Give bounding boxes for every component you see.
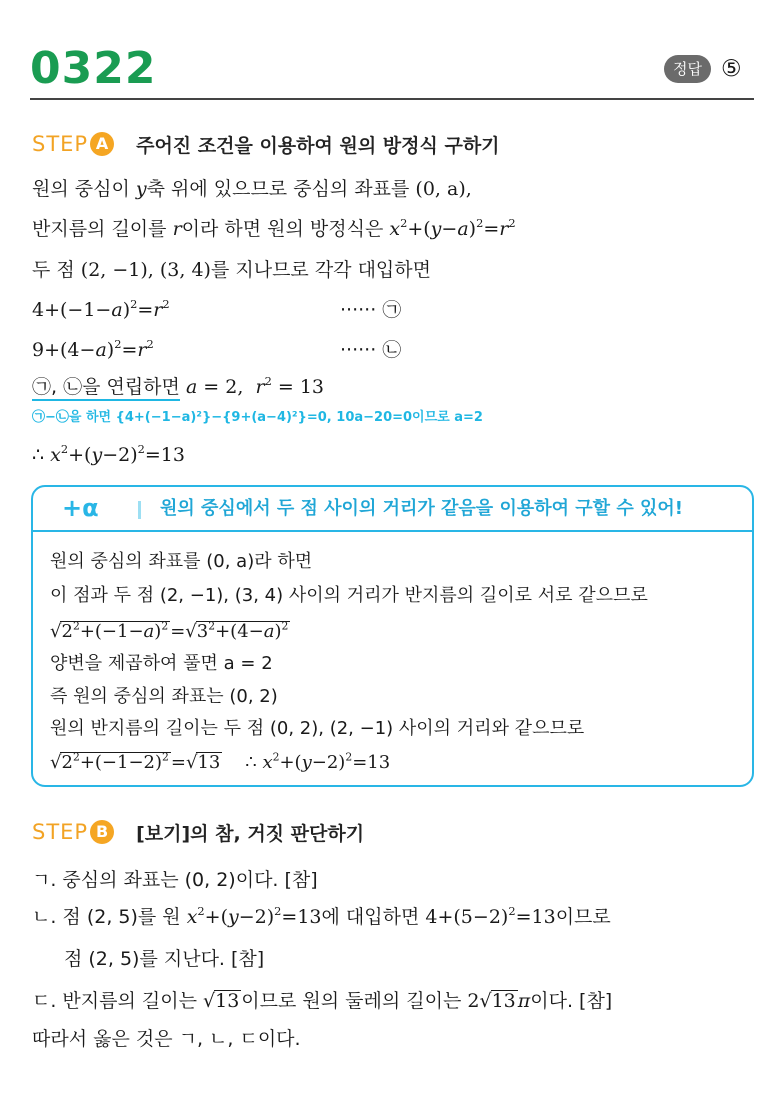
step-b-final: 따라서 옳은 것은 ㄱ, ㄴ, ㄷ이다.	[32, 1028, 301, 1050]
step-b-item1: ㄱ. 중심의 좌표는 (0, 2)이다. [참]	[32, 869, 318, 891]
step-b-item3: ㄷ. 반지름의 길이는 √13 이므로 원의 둘레의 길이는 2√13 π이다. [참]	[32, 990, 613, 1012]
step-a-heading	[32, 130, 500, 158]
step-a-line2: 반지름의 길이를 r이라 하면 원의 방정식은 $x^2+(y-a)^2=r^2$	[32, 216, 516, 240]
answer-value: ⑤	[720, 56, 742, 82]
alpha-line4: 양변을 제곱하여 풀면 a = 2	[50, 653, 273, 674]
step-b-item2: ㄴ. 점 (2, 5)를 원 $x^2+(y-2)^2=13$에 대입하면 $4+(5-2)^2=13$이므로	[32, 904, 611, 928]
equation-1-label: ······ ㉠	[340, 299, 402, 321]
circle-equation-general: $x^2+(y-a)^2=r^2$	[389, 216, 516, 240]
alpha-line5: 즉 원의 중심의 좌표는 (0, 2)	[50, 686, 278, 707]
step-a-conclusion: ∴ $x^2+(y-2)^2=13$	[32, 442, 185, 466]
solve-text: ㉠, ㉡을 연립하면	[32, 376, 180, 401]
step-b-word: STEP	[32, 820, 89, 844]
step-a-title: 주어진 조건을 이용하여 원의 방정식 구하기	[136, 134, 500, 157]
step-a-word: STEP	[32, 132, 89, 156]
step-b-heading	[32, 818, 364, 846]
step-b-title: [보기]의 참, 거짓 판단하기	[136, 822, 365, 845]
alpha-line6: 원의 반지름의 길이는 두 점 (0, 2), (2, −1) 사이의 거리와 같으므로	[50, 718, 585, 739]
step-a-line1: 원의 중심이 y축 위에 있으므로 중심의 좌표를 (0, a),	[32, 178, 472, 200]
answer	[664, 55, 742, 83]
alpha-separator	[138, 501, 141, 519]
step-b-letter: B	[90, 820, 114, 844]
equation-2-label: ······ ㉡	[340, 339, 402, 361]
alpha-distance-equation: $√2^2+(-1-a)^2 =√3^2+(4-a)^2$	[50, 619, 289, 642]
header-divider	[30, 98, 754, 100]
alpha-line1: 원의 중심의 좌표를 (0, a)라 하면	[50, 551, 313, 572]
hint-line: ㉠−㉡을 하면 {4+(−1−a)²}−{9+(a−4)²}=0, 10a−20=0이므로 a=2	[32, 410, 483, 425]
alpha-divider	[33, 530, 752, 532]
alpha-title: 원의 중심에서 두 점 사이의 거리가 같음을 이용하여 구할 수 있어!	[160, 498, 683, 519]
alpha-line2: 이 점과 두 점 (2, −1), (3, 4) 사이의 거리가 반지름의 길이로 서로 같으므로	[50, 585, 648, 606]
answer-badge: 정답	[664, 55, 711, 83]
equation-2: $9+(4-a)^2=r^2$	[32, 337, 154, 361]
equation-1: $4+(-1-a)^2=r^2$	[32, 297, 170, 321]
step-b-item2-cont: 점 (2, 5)를 지난다. [참]	[64, 948, 265, 970]
step-a-letter: A	[90, 132, 114, 156]
step-a-line3: 두 점 (2, −1), (3, 4)를 지나므로 각각 대입하면	[32, 259, 431, 281]
plus-alpha-icon: +α	[62, 494, 99, 522]
solve-line	[32, 373, 324, 401]
problem-number: 0322	[30, 43, 157, 94]
solve-result: a = 2, $r^2 = 13$	[185, 374, 325, 398]
alpha-radius-equation: $√2^2+(-1-2)^2 =√13$ ∴ $x^2+(y-2)^2=13$	[50, 750, 391, 773]
